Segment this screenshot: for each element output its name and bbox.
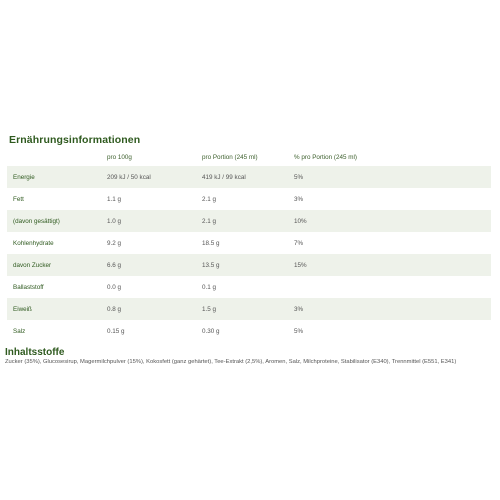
per-portion-value: 13.5 g [196, 254, 288, 276]
percent-value: 3% [288, 298, 491, 320]
per-100g-value: 0.0 g [107, 283, 122, 291]
header-cell: % pro Portion (245 ml) [294, 153, 357, 161]
header-cell: pro 100g [107, 153, 132, 161]
per-100g-value: 209 kJ / 50 kcal [101, 166, 196, 188]
percent-value: 15% [288, 254, 491, 276]
percent-value: 5% [288, 166, 491, 188]
table-row [7, 210, 491, 232]
nutrient-label: Kohlenhydrate [13, 239, 54, 247]
percent-value: 7% [294, 239, 304, 247]
nutrient-label: Energie [7, 166, 101, 188]
per-portion-value: 2.1 g [202, 195, 217, 203]
per-portion-value: 2.1 g [196, 210, 288, 232]
table-row [7, 298, 491, 320]
nutrient-label: Eiweiß [7, 298, 101, 320]
nutrient-label: Salz [13, 327, 26, 335]
nutrient-label: Ballaststoff [13, 283, 44, 291]
table-row [7, 232, 491, 254]
table-row [7, 320, 491, 342]
nutrition-table [7, 148, 491, 342]
per-100g-value: 1.1 g [107, 195, 122, 203]
per-portion-value: 0.30 g [202, 327, 220, 335]
per-portion-value: 1.5 g [196, 298, 288, 320]
ingredients-title: Inhaltsstoffe [5, 347, 65, 358]
per-portion-value: 419 kJ / 99 kcal [196, 166, 288, 188]
percent-value [288, 276, 491, 298]
nutrient-label: (davon gesättigt) [7, 210, 101, 232]
header-cell [7, 148, 101, 166]
table-row [7, 276, 491, 298]
table-row [7, 166, 491, 188]
table-header-row [7, 148, 491, 166]
per-100g-value: 6.6 g [101, 254, 196, 276]
per-100g-value: 1.0 g [101, 210, 196, 232]
header-cell: pro Portion (245 ml) [202, 153, 258, 161]
percent-value: 10% [288, 210, 491, 232]
table-row [7, 188, 491, 210]
per-portion-value: 18.5 g [202, 239, 220, 247]
ingredients-text: Zucker (35%), Glucosesirup, Magermilchpulver (15%), Kokosfett (ganz gehärtet), Tee-Extrakt (2,5%), Aromen, Salz, Milchproteine, Stabilisator (E340), Trennmittel (E551, E341) [5, 359, 457, 365]
nutrition-title: Ernährungsinformationen [9, 134, 141, 146]
per-100g-value: 0.15 g [107, 327, 125, 335]
nutrient-label: Fett [13, 195, 24, 203]
table-row [7, 254, 491, 276]
nutrient-label: davon Zucker [7, 254, 101, 276]
per-100g-value: 9.2 g [107, 239, 122, 247]
per-portion-value: 0.1 g [202, 283, 217, 291]
per-100g-value: 0.8 g [101, 298, 196, 320]
percent-value: 3% [294, 195, 304, 203]
percent-value: 5% [294, 327, 304, 335]
